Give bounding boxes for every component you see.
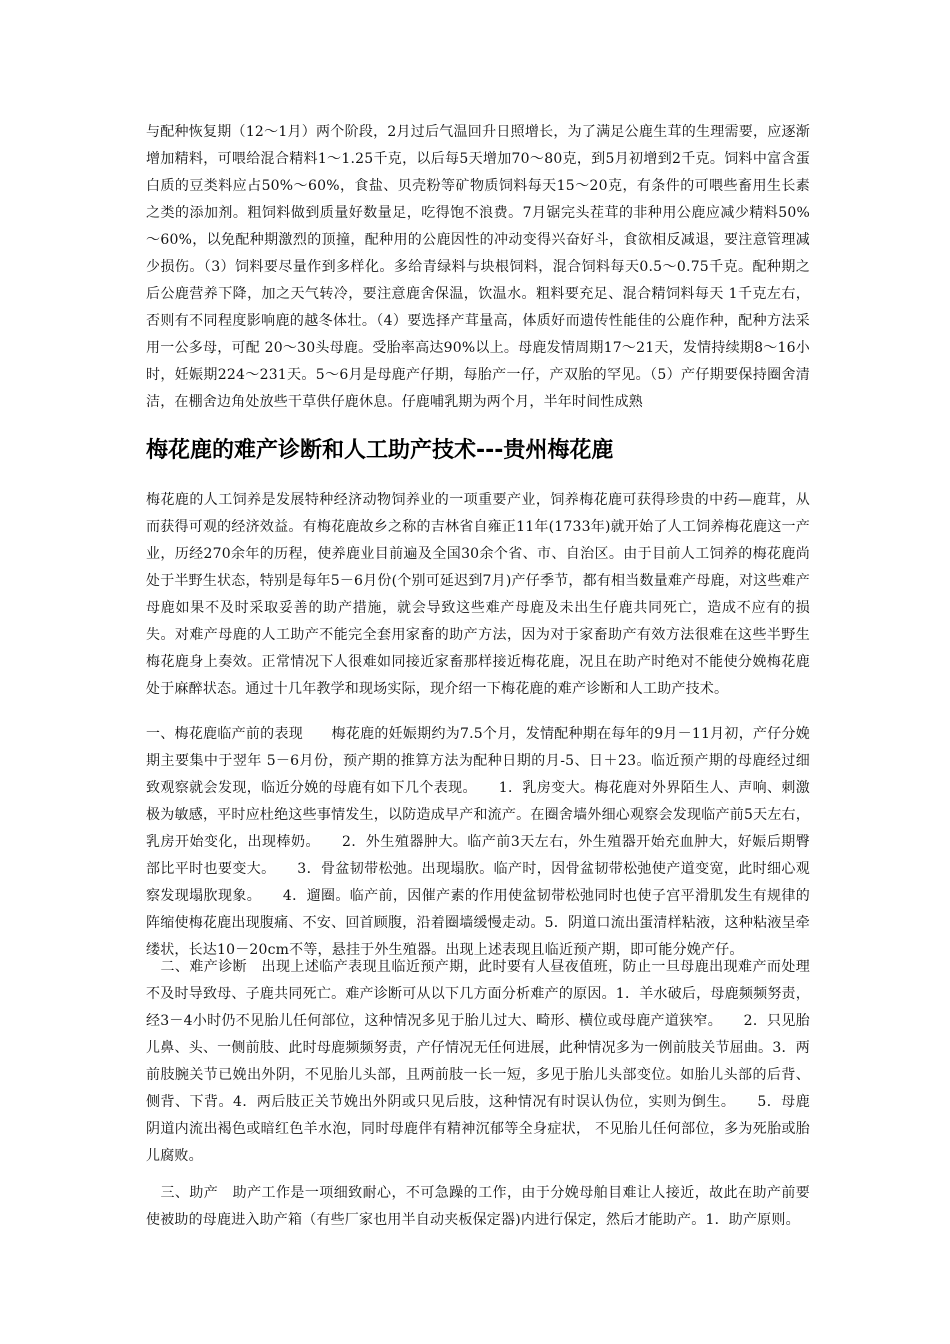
section-prepartum-signs: 一、梅花鹿临产前的表现 梅花鹿的妊娠期约为7.5个月，发情配种期在每年的9月－11月初，产仔分娩期主要集中于翌年 5－6月份，预产期的推算方法为配种日期的月-5、日＋23。临近预产期的母鹿经过细致观察就会发现，临近分娩的母鹿有如下几个表现。 1．乳房变大。梅花鹿对外界陌生人、声响、刺激极为敏感，平时应杜绝这些事情发生，以防造成早产和流产。在圈舍墙外细心观察会发现临产前5天左右，乳房开始变化，出现棒奶。 2．外生殖器肿大。临产前3天左右，外生殖器开始充血肿大，好娠后期臀部比平时也要变大。 3．骨盆韧带松弛。出现塌肷。临产时，因骨盆韧带松弛使产道变宽，此时细心观察发现塌肷现象。 4．遛圈。临产前，因催产素的作用使盆韧带松弛同时也使子宫平滑肌发生有规律的阵缩使梅花鹿出现腹痛、不安、回首顾腹，沿着圈墙缓慢走动。5．阴道口流出蛋清样粘液，这种粘液呈牵缕状，长达10－20cm不等，悬挂于外生殖器。出现上述表现且临近预产期，即可能分娩产仔。 bbox=[146, 726, 810, 958]
intro-paragraph: 梅花鹿的人工饲养是发展特种经济动物饲养业的一项重要产业，饲养梅花鹿可获得珍贵的中药—鹿茸，从而获得可观的经济效益。有梅花鹿故乡之称的吉林省自雍正11年(1733年)就开始了人工饲养梅花鹿这一产业，历经270余年的历程，使养鹿业目前遍及全国30余个省、市、自治区。由于目前人工饲养的梅花鹿尚处于半野生状态，特别是每年5－6月份(个别可延迟到7月)产仔季节，都有相当数量难产母鹿，对这些难产母鹿如果不及时采取妥善的助产措施，就会导致这些难产母鹿及未出生仔鹿共同死亡，造成不应有的损失。对难产母鹿的人工助产不能完全套用家畜的助产方法，因为对于家畜助产有效方法很难在这些半野生梅花鹿身上奏效。正常情况下人很难如同接近家畜那样接近梅花鹿，况且在助产时绝对不能使分娩梅花鹿处于麻醉状态。通过十几年教学和现场实际，现介绍一下梅花鹿的难产诊断和人工助产技术。 bbox=[146, 492, 810, 697]
body-paragraph: 与配种恢复期（12～1月）两个阶段，2月过后气温回升日照增长，为了满足公鹿生茸的生理需要，应逐渐增加精料，可喂给混合精料1～1.25千克，以后每5天增加70～80克，到5月初增到2千克。饲料中富含蛋白质的豆类料应占50%～60%，食盐、贝壳粉等矿物质饲料每天15～20克，有条件的可喂些畜用生长素之类的添加剂。粗饲料做到质量好数量足，吃得饱不浪费。7月锯完头茬茸的非种用公鹿应减少精料50%～60%，以免配种期激烈的顶撞，配种用的公鹿因性的冲动变得兴奋好斗，食欲相反减退，要注意管理减少损伤。（3）饲料要尽量作到多样化。多给青绿料与块根饲料，混合饲料每天0.5～0.75千克。配种期之后公鹿营养下降，加之天气转冷，要注意鹿舍保温，饮温水。粗料要充足、混合精饲料每天 1千克左右，否则有不同程度影响鹿的越冬体壮。（4）要选择产茸量高，体质好而遗传性能佳的公鹿作种，配种方法采用一公多母，可配 20～30头母鹿。受胎率高达90%以上。母鹿发情周期17～21天，发情持续期8～16小时，妊娠期224～231天。5～6月是母鹿产仔期，每胎产一仔，产双胎的罕见。（5）产仔期要保持圈舍清洁，在棚舍边角处放些干草供仔鹿休息。仔鹿哺乳期为两个月，半年时间性成熟 bbox=[146, 124, 810, 410]
section-midwifery: 三、助产 助产工作是一项细致耐心，不可急躁的工作，由于分娩母舶目难让人接近，故此在助产前要使被助的母鹿进入助产箱（有些厂家也用半自动夹板保定器)内进行保定，然后才能助产。1．助产原则。 bbox=[146, 1185, 810, 1228]
article-heading: 梅花鹿的难产诊断和人工助产技术---贵州梅花鹿 bbox=[146, 438, 614, 463]
section-dystocia-diagnosis: 二、难产诊断 出现上述临产表现且临近预产期，此时要有人昼夜值班，防止一旦母鹿出现难产而处理不及时导致母、子鹿共同死亡。难产诊断可从以下几方面分析难产的原因。1．羊水破后，母鹿频频努责，经3－4小时仍不见胎儿任何部位，这种情况多见于胎儿过大、畸形、横位或母鹿产道狭窄。 2．只见胎儿鼻、头、一侧前肢、此时母鹿频频努责，产仔情况无任何进展，此种情况多为一例前肢关节屈曲。3．两前肢腕关节已娩出外阴，不见胎儿头部，且两前肢一长一短，多见于胎儿头部变位。如胎儿头部的后背、侧背、下背。4．两后肢正关节娩出外阴或只见后肢，这种情况有时误认伪位，实则为倒生。 5．母鹿阴道内流出褐色或暗红色羊水泡，同时母鹿伴有精神沉郁等全身症状， 不见胎儿任何部位，多为死胎或胎儿腐败。 bbox=[146, 959, 810, 1164]
